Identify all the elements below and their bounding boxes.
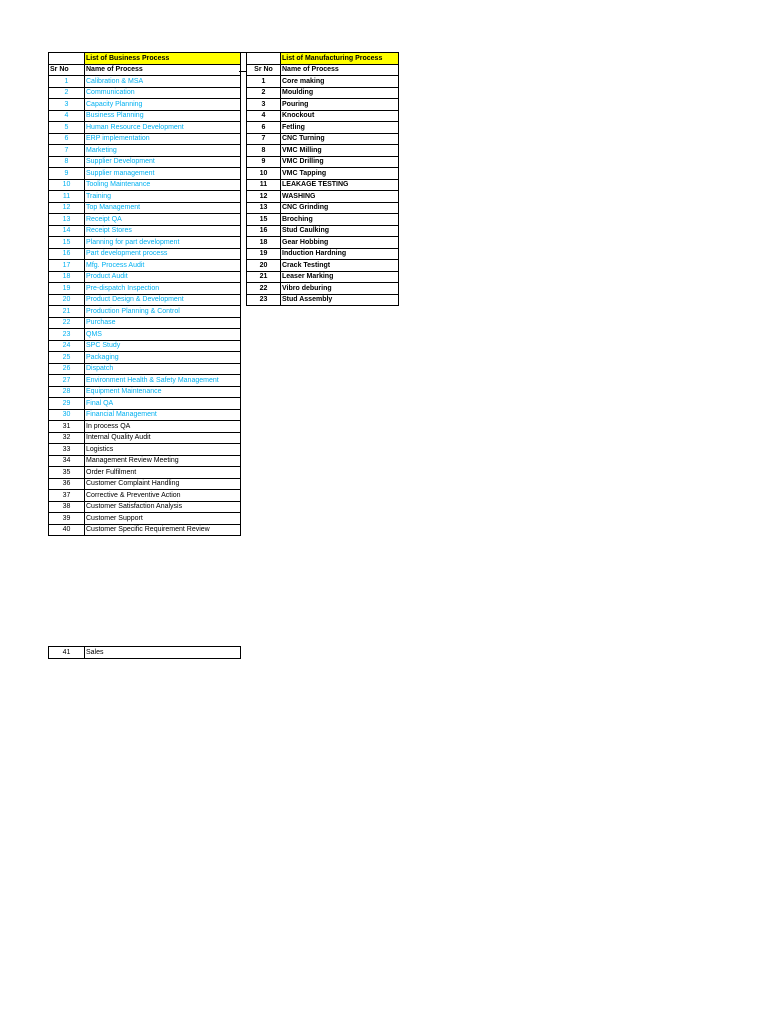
sr-no-cell: 18 <box>49 271 85 283</box>
process-name-cell: Supplier Development <box>85 156 241 168</box>
table-row <box>247 214 399 226</box>
process-name-cell: Receipt QA <box>85 214 241 226</box>
sr-no-cell: 31 <box>49 421 85 433</box>
table-row <box>49 214 241 226</box>
table-row <box>247 133 399 145</box>
sr-no-cell: 6 <box>247 122 281 134</box>
process-name-cell: Supplier management <box>85 168 241 180</box>
sr-no-cell: 12 <box>49 202 85 214</box>
sr-no-cell: 27 <box>49 375 85 387</box>
process-name-cell: VMC Milling <box>281 145 399 157</box>
process-name-cell: Top Management <box>85 202 241 214</box>
sr-no-cell: 41 <box>49 647 85 659</box>
table-row <box>49 317 241 329</box>
table-row <box>49 363 241 375</box>
table-row <box>247 283 399 295</box>
process-name-cell: Equipment Maintenance <box>85 386 241 398</box>
table-row <box>247 225 399 237</box>
table-row <box>49 524 241 536</box>
process-name-cell: Core making <box>281 76 399 88</box>
sr-no-cell: 35 <box>49 467 85 479</box>
sr-no-cell: 25 <box>49 352 85 364</box>
sr-no-cell: 9 <box>247 156 281 168</box>
table-row <box>49 179 241 191</box>
sr-no-cell: 11 <box>247 179 281 191</box>
table-row <box>247 76 399 88</box>
table-row <box>49 306 241 318</box>
table-row <box>247 248 399 260</box>
table-row <box>49 283 241 295</box>
process-name-cell: Logistics <box>85 444 241 456</box>
table-row <box>247 145 399 157</box>
sr-no-cell: 8 <box>247 145 281 157</box>
table-row <box>49 294 241 306</box>
sr-no-cell: 36 <box>49 478 85 490</box>
table-row <box>49 409 241 421</box>
sr-no-cell: 16 <box>49 248 85 260</box>
table-row <box>247 260 399 272</box>
sr-no-cell: 26 <box>49 363 85 375</box>
sr-no-cell: 38 <box>49 501 85 513</box>
table-row <box>49 340 241 352</box>
sr-no-cell: 19 <box>49 283 85 295</box>
business-col-sr-header: Sr No <box>49 64 85 76</box>
process-name-cell: Capacity Planning <box>85 99 241 111</box>
manufacturing-title-blank-cell <box>247 53 281 65</box>
process-name-cell: Crack Testingt <box>281 260 399 272</box>
process-name-cell: Training <box>85 191 241 203</box>
sr-no-cell: 15 <box>49 237 85 249</box>
process-name-cell: Planning for part development <box>85 237 241 249</box>
sr-no-cell: 2 <box>49 87 85 99</box>
process-name-cell: Production Planning & Control <box>85 306 241 318</box>
table-gap-column <box>239 52 246 72</box>
table-row <box>49 145 241 157</box>
process-name-cell: Final QA <box>85 398 241 410</box>
manufacturing-title-row <box>247 53 399 65</box>
process-name-cell: CNC Turning <box>281 133 399 145</box>
process-name-cell: Pouring <box>281 99 399 111</box>
process-name-cell: SPC Study <box>85 340 241 352</box>
process-name-cell: Customer Complaint Handling <box>85 478 241 490</box>
sr-no-cell: 23 <box>49 329 85 341</box>
table-row <box>49 647 241 659</box>
process-name-cell: WASHING <box>281 191 399 203</box>
process-name-cell: Internal Quality Audit <box>85 432 241 444</box>
sr-no-cell: 37 <box>49 490 85 502</box>
sr-no-cell: 22 <box>49 317 85 329</box>
sr-no-cell: 4 <box>49 110 85 122</box>
table-row <box>247 271 399 283</box>
process-name-cell: Dispatch <box>85 363 241 375</box>
process-name-cell: Management Review Meeting <box>85 455 241 467</box>
process-name-cell: Mfg. Process Audit <box>85 260 241 272</box>
table-row <box>49 444 241 456</box>
table-row <box>247 191 399 203</box>
table-row <box>49 110 241 122</box>
sr-no-cell: 14 <box>49 225 85 237</box>
sr-no-cell: 15 <box>247 214 281 226</box>
business-extra-table <box>48 646 241 659</box>
table-row <box>49 271 241 283</box>
table-row <box>49 156 241 168</box>
table-row <box>247 202 399 214</box>
table-row <box>247 237 399 249</box>
manufacturing-title: List of Manufacturing Process <box>281 53 399 65</box>
table-row <box>49 432 241 444</box>
process-name-cell: Financial Management <box>85 409 241 421</box>
manufacturing-header-row <box>247 64 399 76</box>
sr-no-cell: 28 <box>49 386 85 398</box>
table-row <box>49 386 241 398</box>
table-row <box>49 375 241 387</box>
sr-no-cell: 7 <box>49 145 85 157</box>
process-name-cell: Customer Support <box>85 513 241 525</box>
table-row <box>247 168 399 180</box>
table-row <box>49 225 241 237</box>
sr-no-cell: 13 <box>247 202 281 214</box>
table-row <box>247 294 399 306</box>
table-row <box>49 99 241 111</box>
sr-no-cell: 17 <box>49 260 85 272</box>
table-row <box>49 455 241 467</box>
process-name-cell: Stud Caulking <box>281 225 399 237</box>
process-name-cell: Knockout <box>281 110 399 122</box>
sr-no-cell: 29 <box>49 398 85 410</box>
sr-no-cell: 23 <box>247 294 281 306</box>
table-row <box>49 76 241 88</box>
sr-no-cell: 8 <box>49 156 85 168</box>
process-name-cell: Fetling <box>281 122 399 134</box>
sr-no-cell: 34 <box>49 455 85 467</box>
sr-no-cell: 22 <box>247 283 281 295</box>
process-name-cell: VMC Tapping <box>281 168 399 180</box>
table-row <box>49 122 241 134</box>
table-row <box>247 110 399 122</box>
manufacturing-process-table <box>246 52 399 306</box>
table-row <box>49 421 241 433</box>
table-row <box>247 156 399 168</box>
process-name-cell: Communication <box>85 87 241 99</box>
process-name-cell: Gear Hobbing <box>281 237 399 249</box>
process-name-cell: Order Fulfilment <box>85 467 241 479</box>
sr-no-cell: 4 <box>247 110 281 122</box>
process-name-cell: Business Planning <box>85 110 241 122</box>
sr-no-cell: 30 <box>49 409 85 421</box>
sr-no-cell: 7 <box>247 133 281 145</box>
process-name-cell: Human Resource Development <box>85 122 241 134</box>
table-row <box>49 513 241 525</box>
sr-no-cell: 24 <box>49 340 85 352</box>
process-name-cell: Corrective & Preventive Action <box>85 490 241 502</box>
process-name-cell: Leaser Marking <box>281 271 399 283</box>
sr-no-cell: 18 <box>247 237 281 249</box>
sr-no-cell: 9 <box>49 168 85 180</box>
process-name-cell: Product Design & Development <box>85 294 241 306</box>
sr-no-cell: 13 <box>49 214 85 226</box>
sr-no-cell: 33 <box>49 444 85 456</box>
process-name-cell: VMC Drilling <box>281 156 399 168</box>
process-name-cell: Product Audit <box>85 271 241 283</box>
table-row <box>49 168 241 180</box>
sr-no-cell: 1 <box>49 76 85 88</box>
sr-no-cell: 10 <box>49 179 85 191</box>
process-name-cell: Broching <box>281 214 399 226</box>
table-row <box>49 260 241 272</box>
sr-no-cell: 21 <box>49 306 85 318</box>
sr-no-cell: 5 <box>49 122 85 134</box>
table-row <box>49 87 241 99</box>
sr-no-cell: 6 <box>49 133 85 145</box>
table-row <box>247 87 399 99</box>
sr-no-cell: 3 <box>49 99 85 111</box>
sr-no-cell: 21 <box>247 271 281 283</box>
business-title-blank-cell <box>49 53 85 65</box>
sr-no-cell: 12 <box>247 191 281 203</box>
process-name-cell: Marketing <box>85 145 241 157</box>
sr-no-cell: 40 <box>49 524 85 536</box>
process-name-cell: ERP implementation <box>85 133 241 145</box>
process-name-cell: Vibro deburing <box>281 283 399 295</box>
sr-no-cell: 1 <box>247 76 281 88</box>
table-row <box>49 248 241 260</box>
process-name-cell: Moulding <box>281 87 399 99</box>
table-row <box>247 122 399 134</box>
business-title-row <box>49 53 241 65</box>
process-name-cell: QMS <box>85 329 241 341</box>
process-name-cell: Tooling Maintenance <box>85 179 241 191</box>
process-name-cell: CNC Grinding <box>281 202 399 214</box>
sr-no-cell: 19 <box>247 248 281 260</box>
table-row <box>49 398 241 410</box>
sr-no-cell: 2 <box>247 87 281 99</box>
sr-no-cell: 16 <box>247 225 281 237</box>
process-name-cell: In process QA <box>85 421 241 433</box>
table-row <box>247 179 399 191</box>
process-name-cell: Pre-dispatch Inspection <box>85 283 241 295</box>
table-row <box>247 99 399 111</box>
table-row <box>49 467 241 479</box>
table-row <box>49 352 241 364</box>
process-name-cell: Customer Satisfaction Analysis <box>85 501 241 513</box>
sr-no-cell: 39 <box>49 513 85 525</box>
manufacturing-col-sr-header: Sr No <box>247 64 281 76</box>
table-row <box>49 237 241 249</box>
process-name-cell: Purchase <box>85 317 241 329</box>
process-name-cell: LEAKAGE TESTING <box>281 179 399 191</box>
table-row <box>49 191 241 203</box>
sr-no-cell: 32 <box>49 432 85 444</box>
process-name-cell: Part development process <box>85 248 241 260</box>
table-row <box>49 478 241 490</box>
business-process-table <box>48 52 241 536</box>
table-row <box>49 501 241 513</box>
process-name-cell: Induction Hardning <box>281 248 399 260</box>
sr-no-cell: 20 <box>247 260 281 272</box>
process-name-cell: Customer Specific Requirement Review <box>85 524 241 536</box>
process-name-cell: Packaging <box>85 352 241 364</box>
process-name-cell: Calibration & MSA <box>85 76 241 88</box>
process-name-cell: Receipt Stores <box>85 225 241 237</box>
sr-no-cell: 3 <box>247 99 281 111</box>
table-row <box>49 133 241 145</box>
process-name-cell: Environment Health & Safety Management <box>85 375 241 387</box>
business-col-name-header: Name of Process <box>85 64 241 76</box>
business-header-row <box>49 64 241 76</box>
table-row <box>49 329 241 341</box>
business-title: List of Business Process <box>85 53 241 65</box>
manufacturing-col-name-header: Name of Process <box>281 64 399 76</box>
sr-no-cell: 10 <box>247 168 281 180</box>
process-name-cell: Sales <box>85 647 241 659</box>
table-row <box>49 202 241 214</box>
sr-no-cell: 11 <box>49 191 85 203</box>
sr-no-cell: 20 <box>49 294 85 306</box>
process-name-cell: Stud Assembly <box>281 294 399 306</box>
table-row <box>49 490 241 502</box>
